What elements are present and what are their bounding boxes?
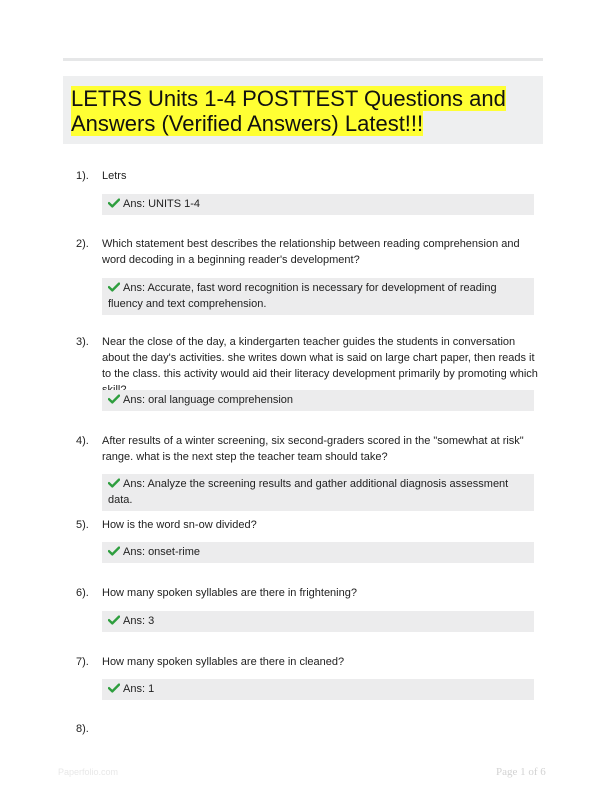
question-text: Which statement best describes the relationship between reading comprehension and word decoding in a beginning reader's development? [102, 238, 520, 266]
answer-text: Ans: UNITS 1-4 [123, 198, 201, 210]
answer-text: Ans: Accurate, fast word recognition is necessary for development of reading fluency and text comprehension. [108, 282, 497, 310]
question-number: 8). [76, 723, 89, 735]
question-number: 7). [76, 656, 89, 668]
question-number: 2). [76, 238, 89, 250]
answer-box [102, 278, 534, 315]
top-divider [63, 58, 543, 61]
check-icon [108, 546, 120, 556]
question-number: 5). [76, 519, 89, 531]
question-text: How many spoken syllables are there in frightening? [102, 587, 357, 599]
answer-text: Ans: onset-rime [123, 546, 201, 558]
answer-text: Ans: Analyze the screening results and gather additional diagnosis assessment data. [108, 478, 509, 506]
question-text: How many spoken syllables are there in cleaned? [102, 656, 345, 668]
answer-box [102, 542, 534, 563]
title-banner [63, 76, 543, 144]
answer-text: Ans: 3 [123, 615, 155, 627]
check-icon [108, 198, 120, 208]
answer-text: Ans: 1 [123, 683, 155, 695]
question-text: Letrs [102, 170, 127, 182]
answer-box [102, 390, 534, 411]
check-icon [108, 394, 120, 404]
question-text: After results of a winter screening, six second-graders scored in the "somewhat at risk" range. what is the next step the teacher team should take? [102, 435, 524, 463]
page-number: Page 1 of 6 [496, 766, 546, 778]
check-icon [108, 282, 120, 292]
question-text: How is the word sn-ow divided? [102, 519, 257, 531]
question-number: 1). [76, 170, 89, 182]
answer-text: Ans: oral language comprehension [123, 394, 294, 406]
footer-site-watermark: Paperfolio.com [58, 767, 119, 777]
check-icon [108, 615, 120, 625]
question-number: 6). [76, 587, 89, 599]
answer-box [102, 194, 534, 215]
answer-box [102, 679, 534, 700]
question-number: 4). [76, 435, 89, 447]
answer-box [102, 474, 534, 511]
check-icon [108, 683, 120, 693]
page-title [71, 86, 531, 136]
question-number: 3). [76, 336, 89, 348]
question-text: Near the close of the day, a kindergarten teacher guides the students in conversation about the day's activities. she writes down what is said on large chart paper, then reads it to the class. this activity would aid their literacy development primarily by promoting which [102, 336, 538, 380]
title-highlight: LETRS Units 1-4 POSTTEST Questions and Answers (Verified Answers) Latest!!! [71, 86, 506, 136]
check-icon [108, 478, 120, 488]
answer-box [102, 611, 534, 632]
